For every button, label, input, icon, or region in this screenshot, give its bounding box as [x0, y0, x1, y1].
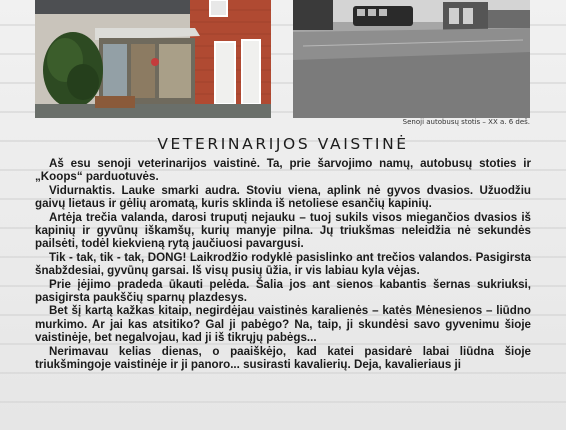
page-title: VETERINARIJOS VAISTINĖ	[157, 135, 409, 153]
story-paragraph: Vidurnaktis. Lauke smarki audra. Stoviu viena, aplink nė gyvos dvasios. Užuodžiu gaivų lietaus ir gėlių aromatą, kuris sklinda iš netoliese esančių kapinių.	[35, 183, 531, 211]
story-paragraph: Nerimavau kelias dienas, o paaiškėjo, kad katei pasidarė labai liūdna šioje triukšmingoje vaistinėje ir ji panoro... susirasti kavalierių. Deja, kavalieriaus ji	[35, 344, 531, 372]
story-paragraph: Tik - tak, tik - tak, DONG! Laikrodžio rodyklė pasislinko ant trečios valandos. Pasigirsta šnabždesiai, gyvūnų garsai. Iš visų pusių ūžia, ir vis labiau kyla vėjas.	[35, 250, 531, 278]
photo-caption: Senoji autobusų stotis – XX a. 6 deš.	[402, 118, 530, 126]
story-paragraph: Aš esu senoji veterinarijos vaistinė. Ta, prie šarvojimo namų, autobusų stoties ir „Koops“ parduotuvės.	[35, 157, 531, 184]
story-paragraph: Prie įėjimo pradeda ūkauti pelėda. Šalia jos ant sienos kabantis šernas sukriuksi, pasigirsta paukščių sparnų plazdesys.	[35, 277, 531, 305]
story-paragraph: Artėja trečia valanda, darosi truputį nejauku – tuoj sukils visos miegančios dvasios iš kapinių ir gyvūnų iškamšų, kurių manyje pilna. Jų triukšmas neleidžia nė sekundės pailsėti, todėl kiekvieną rytą jaučiuosi pavargusi.	[35, 210, 531, 251]
vaistine-photo	[35, 0, 271, 118]
autobusu-stotis-photo	[293, 0, 530, 118]
story-paragraph: Bet šį kartą kažkas kitaip, negirdėjau vaistinės karalienės – katės Mėnesienos – liūdno murkimo. Ar jai kas atsitiko? Gal ji pabėgo? Na, taip, ji skundėsi savo gyvenimu šioje vaistinėje, bet negalvojau, kad ji iš tikrųjų pabėgs...	[35, 304, 531, 345]
story-text	[35, 157, 531, 372]
